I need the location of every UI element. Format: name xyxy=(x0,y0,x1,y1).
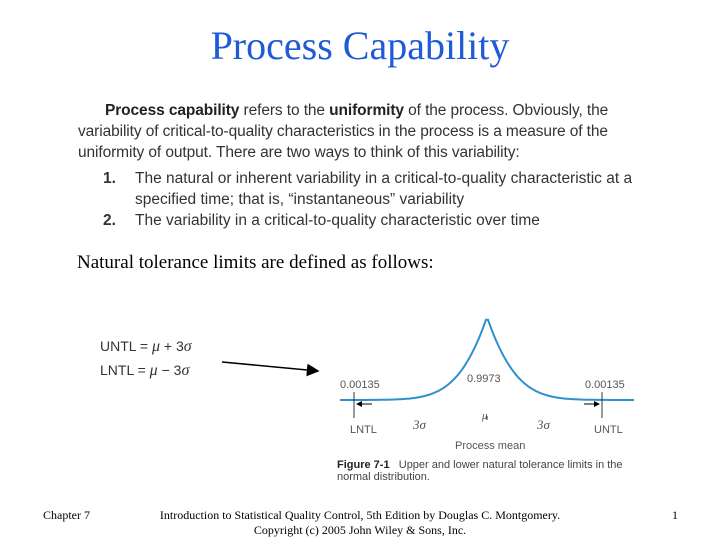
three-sigma-left-label: 3σ xyxy=(413,417,426,432)
list-item-number: 1. xyxy=(103,170,116,187)
left-tail-label: 0.00135 xyxy=(340,379,380,391)
lntl-lhs: LNTL = xyxy=(100,362,150,378)
slide-title: Process Capability xyxy=(210,23,510,68)
lntl-label: LNTL xyxy=(350,424,377,436)
right-tail-label: 0.00135 xyxy=(585,379,625,391)
footer-citation xyxy=(130,508,590,538)
intro-emph: uniformity xyxy=(329,102,404,119)
untl-label: UNTL xyxy=(594,424,623,436)
caption-text: Upper and lower natural tolerance limits in the normal distribution. xyxy=(337,459,623,483)
mu-label: μ xyxy=(482,410,488,422)
figure-caption xyxy=(337,459,647,483)
list-item-text: The variability in a critical-to-quality characteristic over time xyxy=(135,212,540,229)
lntl-sigma: σ xyxy=(181,362,190,379)
list-item-text: The natural or inherent variability in a critical-to-quality characteristic at a specified time; that is, “instantaneous” variability xyxy=(135,170,633,208)
center-area-label: 0.9973 xyxy=(467,373,501,385)
lntl-op: − 3 xyxy=(157,362,182,378)
citation-line-1: Introduction to Statistical Quality Control, 5th Edition by Douglas C. Montgomery. xyxy=(159,508,561,522)
pointer-arrow xyxy=(222,362,318,371)
lntl-mu: μ xyxy=(149,362,158,379)
intro-term: Process capability xyxy=(105,102,240,119)
untl-lhs: UNTL = xyxy=(100,338,152,354)
page-number: 1 xyxy=(672,508,678,522)
natural-limits-text: Natural tolerance limits are defined as follows: xyxy=(77,252,434,273)
intro-part1: refers to the xyxy=(239,102,330,119)
untl-op: + 3 xyxy=(160,338,184,354)
intro-part2: of the process. Obviously, the variability of critical-to-quality characteristics in the process is a measure of the uniformity of output. There are two ways to think of this variability: xyxy=(78,102,609,161)
list-item-number: 2. xyxy=(103,212,116,229)
caption-label: Figure 7-1 xyxy=(337,459,390,471)
citation-line-2: Copyright (c) 2005 John Wiley & Sons, Inc. xyxy=(253,523,467,537)
footer-chapter: Chapter 7 xyxy=(43,508,90,522)
untl-sigma: σ xyxy=(183,338,192,355)
untl-mu: μ xyxy=(152,338,161,355)
process-mean-label: Process mean xyxy=(455,440,526,452)
three-sigma-right-label: 3σ xyxy=(537,417,550,432)
